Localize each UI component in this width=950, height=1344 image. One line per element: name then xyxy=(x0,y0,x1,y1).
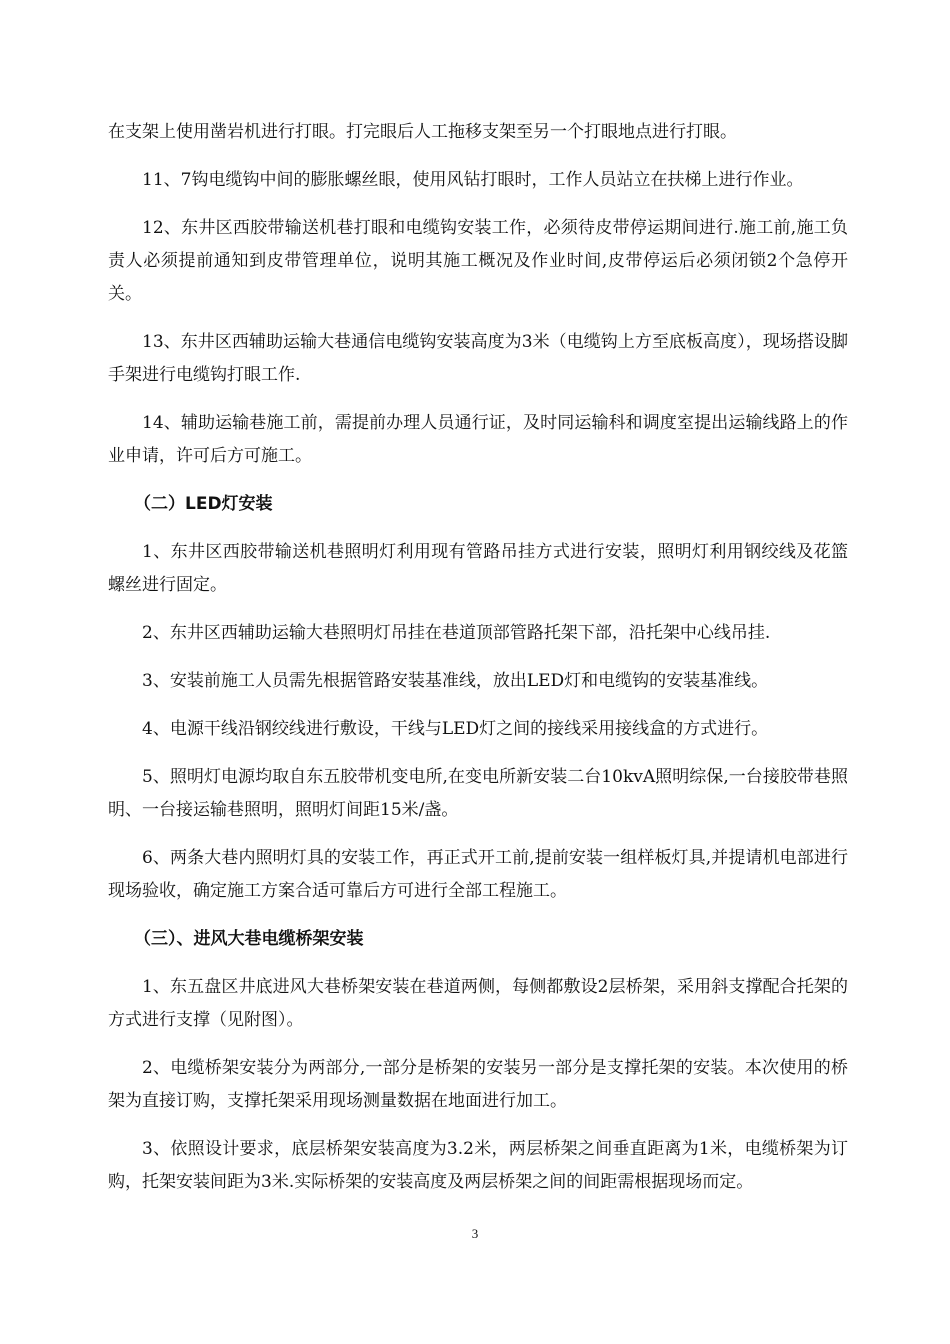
paragraph: 2、东井区西辅助运输大巷照明灯吊挂在巷道顶部管路托架下部，沿托架中心线吊挂. xyxy=(142,623,771,643)
paragraph: 1、东五盘区井底进风大巷桥架安装在巷道两侧，每侧都敷设2层桥架，采用斜支撑配合托架的方式进行支撑（见附图）。 xyxy=(108,977,848,1030)
paragraph: 13、东井区西辅助运输大巷通信电缆钩安装高度为3米（电缆钩上方至底板高度），现场搭设脚手架进行电缆钩打眼工作. xyxy=(108,332,848,385)
paragraph: 4、电源干线沿钢绞线进行敷设，干线与LED灯之间的接线采用接线盒的方式进行。 xyxy=(142,719,769,739)
paragraph: 3、依照设计要求，底层桥架安装高度为3.2米，两层桥架之间垂直距离为1米，电缆桥架为订购，托架安装间距为3米.实际桥架的安装高度及两层桥架之间的间距需根据现场而定。 xyxy=(108,1139,848,1192)
section-heading: （三）、进风大巷电缆桥架安装 xyxy=(134,929,364,949)
paragraph: 在支架上使用凿岩机进行打眼。打完眼后人工拖移支架至另一个打眼地点进行打眼。 xyxy=(108,122,737,142)
paragraph: 11、7钩电缆钩中间的膨胀螺丝眼，使用风钻打眼时，工作人员站立在扶梯上进行作业。 xyxy=(142,170,804,190)
paragraph: 5、照明灯电源均取自东五胶带机变电所,在变电所新安装二台10kvA照明综保,一台接胶带巷照明、一台接运输巷照明，照明灯间距15米/盏。 xyxy=(108,767,848,820)
section-heading: （二）LED灯安装 xyxy=(134,494,273,514)
document-body xyxy=(108,116,848,1214)
paragraph: 2、电缆桥架安装分为两部分,一部分是桥架的安装另一部分是支撑托架的安装。本次使用的桥架为直接订购，支撑托架采用现场测量数据在地面进行加工。 xyxy=(108,1058,848,1111)
paragraph: 1、东井区西胶带输送机巷照明灯利用现有管路吊挂方式进行安装，照明灯利用钢绞线及花篮螺丝进行固定。 xyxy=(108,542,848,595)
paragraph: 14、辅助运输巷施工前，需提前办理人员通行证，及时同运输科和调度室提出运输线路上的作业申请，许可后方可施工。 xyxy=(108,413,848,466)
page-number: 3 xyxy=(471,1226,479,1241)
paragraph: 3、安装前施工人员需先根据管路安装基准线，放出LED灯和电缆钩的安装基准线。 xyxy=(142,671,769,691)
paragraph: 12、东井区西胶带输送机巷打眼和电缆钩安装工作，必须待皮带停运期间进行.施工前,施工负责人必须提前通知到皮带管理单位，说明其施工概况及作业时间,皮带停运后必须闭锁2个急停开关。 xyxy=(108,218,848,304)
paragraph: 6、两条大巷内照明灯具的安装工作，再正式开工前,提前安装一组样板灯具,并提请机电部进行现场验收，确定施工方案合适可靠后方可进行全部工程施工。 xyxy=(108,848,848,901)
